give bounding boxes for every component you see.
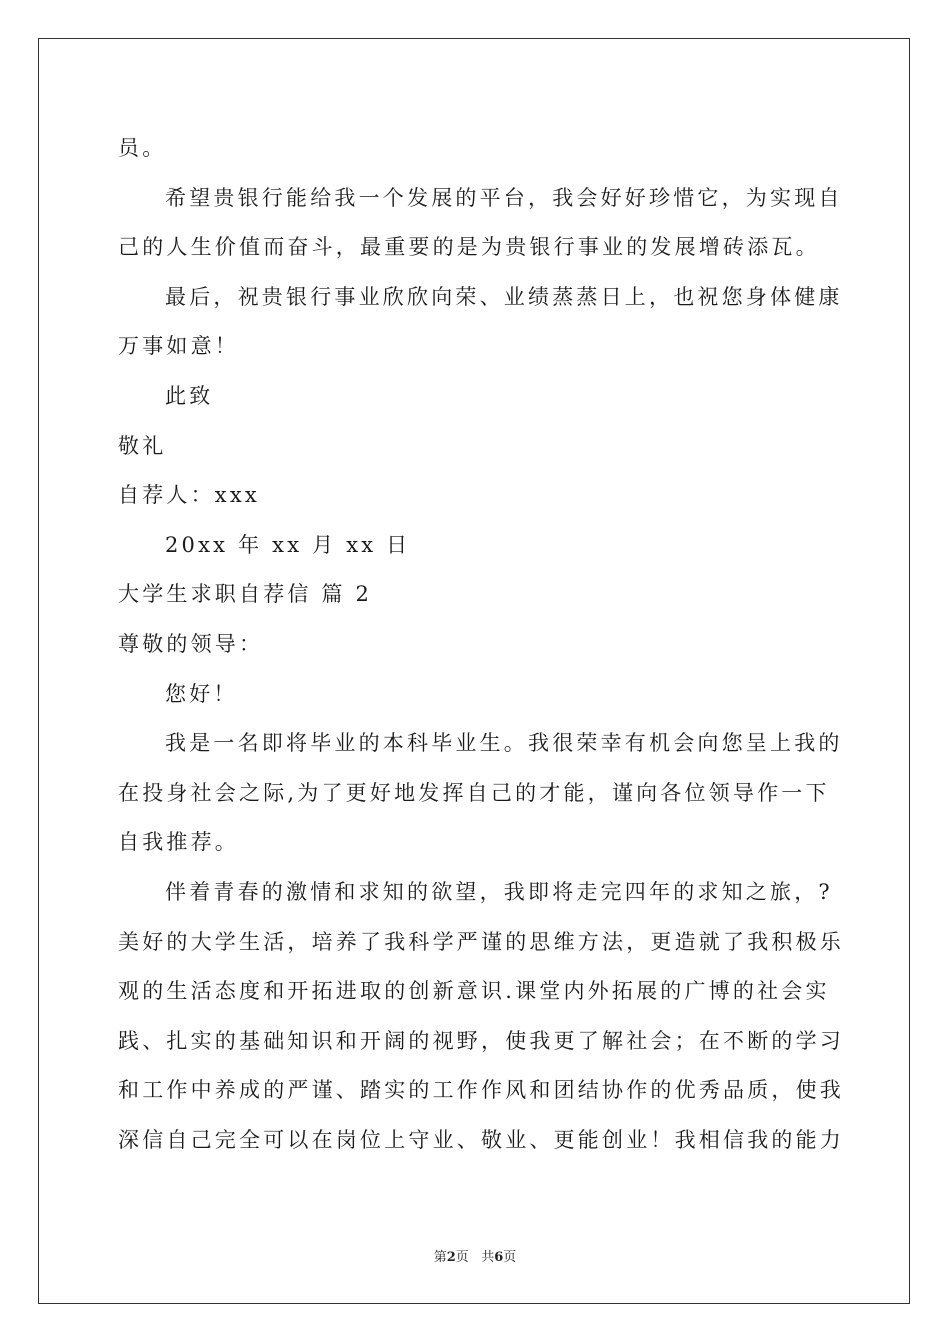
text-line: 万事如意！ — [118, 334, 239, 359]
document-body — [118, 124, 844, 1165]
greeting-hello: 您好！ — [165, 681, 238, 706]
closing-salutation: 此致 — [165, 383, 214, 408]
section-title: 大学生求职自荐信 篇 2 — [118, 582, 373, 607]
total-suffix: 页 — [503, 1250, 517, 1265]
text-line: 伴着青春的激情和求知的欲望，我即将走完四年的求知之旅，? — [165, 879, 833, 904]
text-line: 我是一名即将毕业的本科毕业生。我很荣幸有机会向您呈上我的 — [165, 731, 843, 756]
text-line: 在投身社会之际,为了更好地发挥自己的才能，谨向各位领导作一下 — [118, 780, 830, 805]
date-line: 20xx 年 xx 月 xx 日 — [165, 532, 411, 557]
page-footer — [0, 1246, 950, 1265]
page-suffix: 页 — [455, 1250, 469, 1265]
text-line: 美好的大学生活，培养了我科学严谨的思维方法，更造就了我积极乐 — [118, 929, 844, 954]
text-line: 希望贵银行能给我一个发展的平台，我会好好珍惜它，为实现自 — [165, 185, 843, 210]
page-prefix: 第 — [433, 1250, 447, 1265]
text-line: 自我推荐。 — [118, 830, 239, 855]
text-line: 深信自己完全可以在岗位上守业、敬业、更能创业！我相信我的能力 — [118, 1127, 844, 1152]
greeting-line: 尊敬的领导： — [118, 631, 264, 656]
text-line: 观的生活态度和开拓进取的创新意识.课堂内外拓展的广博的社会实 — [118, 979, 830, 1004]
total-prefix: 共 — [481, 1250, 495, 1265]
text-line: 员。 — [118, 136, 167, 160]
text-line: 践、扎实的基础知识和开阔的视野，使我更了解社会；在不断的学习 — [118, 1028, 844, 1053]
text-line: 己的人生价值而奋斗，最重要的是为贵银行事业的发展增砖添瓦。 — [118, 235, 820, 260]
closing-regards: 敬礼 — [118, 433, 167, 458]
text-line: 和工作中养成的严谨、踏实的工作作风和团结协作的优秀品质，使我 — [118, 1078, 844, 1103]
current-page-number: 2 — [446, 1250, 456, 1265]
total-page-number: 6 — [494, 1250, 504, 1265]
signature-line: 自荐人：xxx — [118, 483, 260, 508]
text-line: 最后，祝贵银行事业欣欣向荣、业绩蒸蒸日上，也祝您身体健康 — [165, 284, 843, 309]
